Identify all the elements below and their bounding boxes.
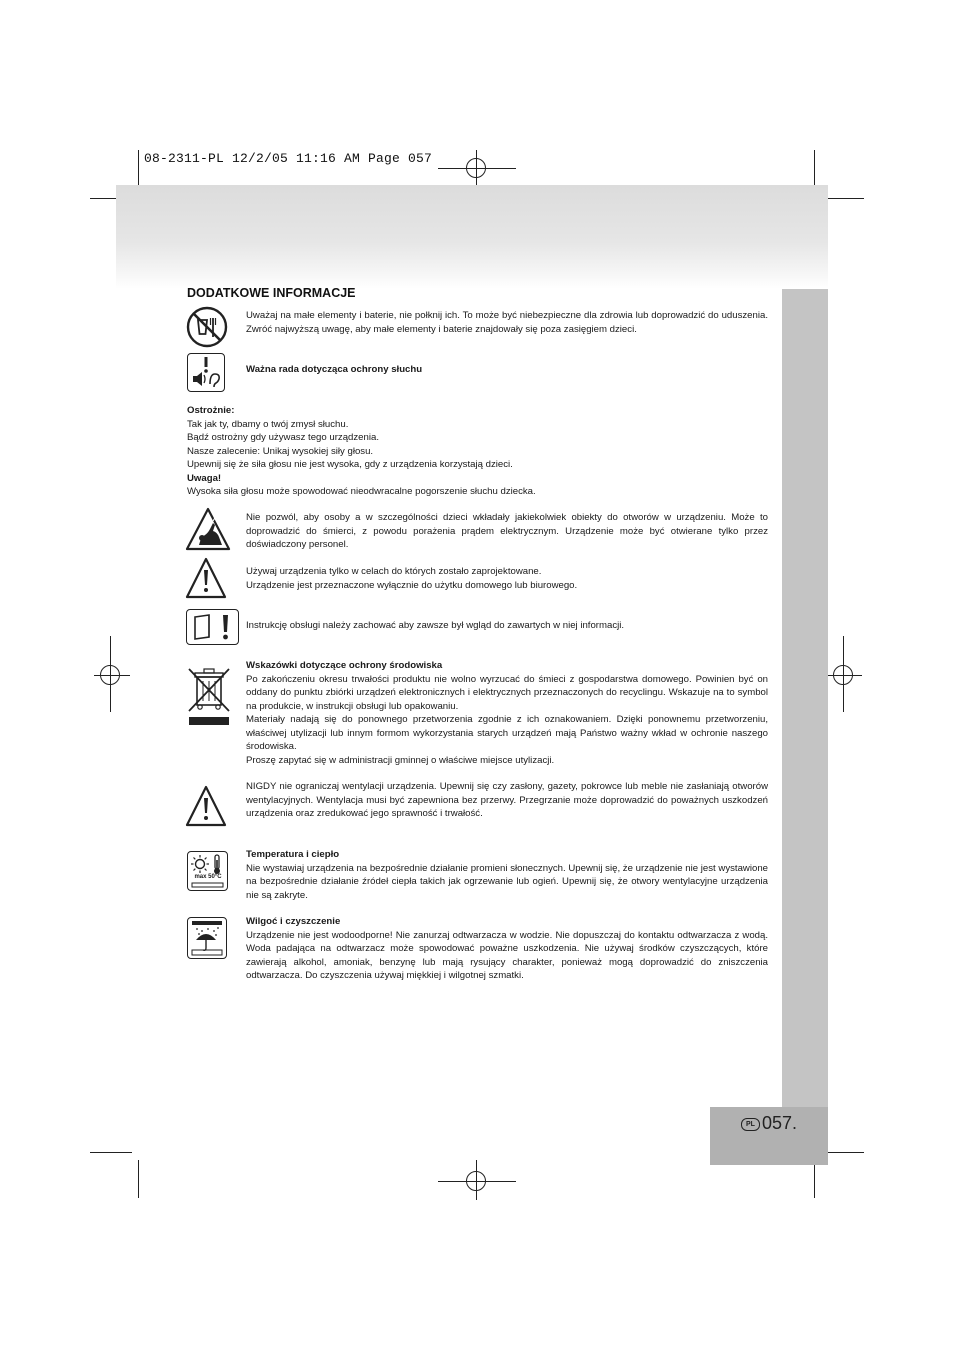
- environment-heading: Wskazówki dotyczące ochrony środowiska: [246, 660, 443, 671]
- language-badge: PL: [741, 1118, 760, 1131]
- header-banner: [116, 185, 828, 289]
- electric-shock-icon: [185, 507, 231, 551]
- manual-icon: [186, 609, 239, 645]
- temperature-icon-label: max 50°C: [194, 874, 222, 880]
- warning-label: Uwaga!: [187, 472, 222, 484]
- moisture-icon: [187, 917, 227, 959]
- weee-bin-icon: [186, 665, 232, 729]
- side-tab: [782, 289, 828, 1107]
- objects-warning-text: Nie pozwól, aby osoby a w szczególności dzieci wkładały jakiekolwiek obiekty do otworów w urządzeniu. Może to doprowadzić do śmierci, z powodu porażenia prądem elektrycznym. Urządzenie może być otwierane tylko przez doświadczony personel.: [246, 512, 768, 550]
- caution-line: Nasze zalecenie: Unikaj wysokiej siły głosu.: [187, 445, 374, 457]
- temperature-icon: [187, 851, 228, 891]
- temperature-heading: Temperatura i ciepło: [246, 849, 340, 860]
- print-slug: 08-2311-PL 12/2/05 11:16 AM Page 057: [144, 151, 433, 166]
- no-eat-icon: [186, 306, 228, 348]
- caution-block: [187, 404, 747, 499]
- moisture-text: [246, 915, 768, 983]
- usage-line: Używaj urządzenia tylko w celach do których zostało zaprojektowane.: [246, 566, 542, 577]
- hearing-heading: Ważna rada dotycząca ochrony słuchu: [246, 364, 423, 375]
- temperature-text: [246, 848, 768, 902]
- page-number-box: [710, 1107, 828, 1165]
- page-number: 057.: [762, 1113, 798, 1133]
- environment-paragraph: Proszę zapytać się w administracji gminnej o właściwe miejsce utylizacji.: [246, 754, 555, 766]
- environment-paragraph: Materiały nadają się do ponownego przetworzenia zgodnie z ich oznakowaniem. Dzięki ponownemu przetworzeniu, właściwej utylizacji lub innym formom wykorzystania starych urządzeń mają Państwo ważny wkład w ochronie naszego środowiska.: [246, 714, 768, 752]
- section-title: DODATKOWE INFORMACJE: [187, 286, 356, 300]
- manual-text: Instrukcję obsługi należy zachować aby zawsze był wgląd do zawartych w niej informacji.: [246, 620, 625, 631]
- environment-text: [246, 659, 768, 767]
- caution-line: Tak jak ty, dbamy o twój zmysł słuchu.: [187, 418, 349, 430]
- caution-label: Ostrożnie:: [187, 405, 235, 416]
- choking-warning-text: Uważaj na małe elementy i baterie, nie połknij ich. To może być niebezpieczne dla zdrowia lub doprowadzić do uduszenia. Zwróć najwyższą uwagę, aby małe elementy i baterie znajdowały się poza zasięgiem dzieci.: [246, 310, 768, 335]
- moisture-heading: Wilgoć i czyszczenie: [246, 916, 341, 927]
- caution-line: Upewnij się że siła głosu nie jest wysoka, gdy z urządzenia korzystają dzieci.: [187, 459, 513, 470]
- temperature-paragraph: Nie wystawiaj urządzenia na bezpośrednie działanie promieni słonecznych. Upewnij się, że urządzenie nie jest wystawione na bezpośrednie działanie źródeł ciepła takich jak ogrzewanie lub ogień. Upewnij się, że otwory wentylacyjne urządzenia nie są zakryte.: [246, 862, 768, 901]
- warning-text: Wysoka siła głosu może spowodować nieodwracalne pogorszenie słuchu dziecka.: [187, 486, 536, 497]
- usage-line: Urządzenie jest przeznaczone wyłącznie do użytku domowego lub biurowego.: [246, 579, 578, 591]
- hearing-warning-icon: [187, 353, 225, 392]
- environment-paragraph: Po zakończeniu okresu trwałości produktu nie wolno wyrzucać do śmieci z gospodarstwa domowego. Powinien być on oddany do punktu zbiórki urządzeń elektronicznych i elektrycznych przeznaczonych do recyclingu. Wskazuje na to symbol na produkcie, w instrukcji obsługi lub opakowaniu.: [246, 673, 768, 712]
- caution-line: Bądź ostrożny gdy używasz tego urządzenia.: [187, 432, 379, 443]
- warning-triangle-icon: [185, 785, 227, 827]
- warning-triangle-icon: [185, 557, 227, 599]
- moisture-paragraph: Urządzenie nie jest wodoodporne! Nie zanurzaj odtwarzacza w wodzie. Nie dopuszczaj do kontaktu odtwarzacza z wodą. Woda padająca na odtwarzacz może spowodować poważne uszkodzenia. Nie używaj środków czyszczących, które zawierają alkohol, amoniak, benzynę lub mają rysujący charakter, ponieważ mogą doprowadzić do zniszczenia odtwarzacza. Do czyszczenia używaj miękkiej i wilgotnej szmatki.: [246, 929, 768, 981]
- ventilation-text: NIGDY nie ograniczaj wentylacji urządzenia. Upewnij się czy zasłony, gazety, pokrowce lub meble nie zasłaniają otworów wentylacyjnych. Wentylacja musi być zapewniona bez przerwy. Przegrzanie może doprowadzić do poważnych uszkodzeń urządzenia oraz zredukować jego sprawność i trwałość.: [246, 781, 768, 819]
- usage-text: [246, 565, 768, 592]
